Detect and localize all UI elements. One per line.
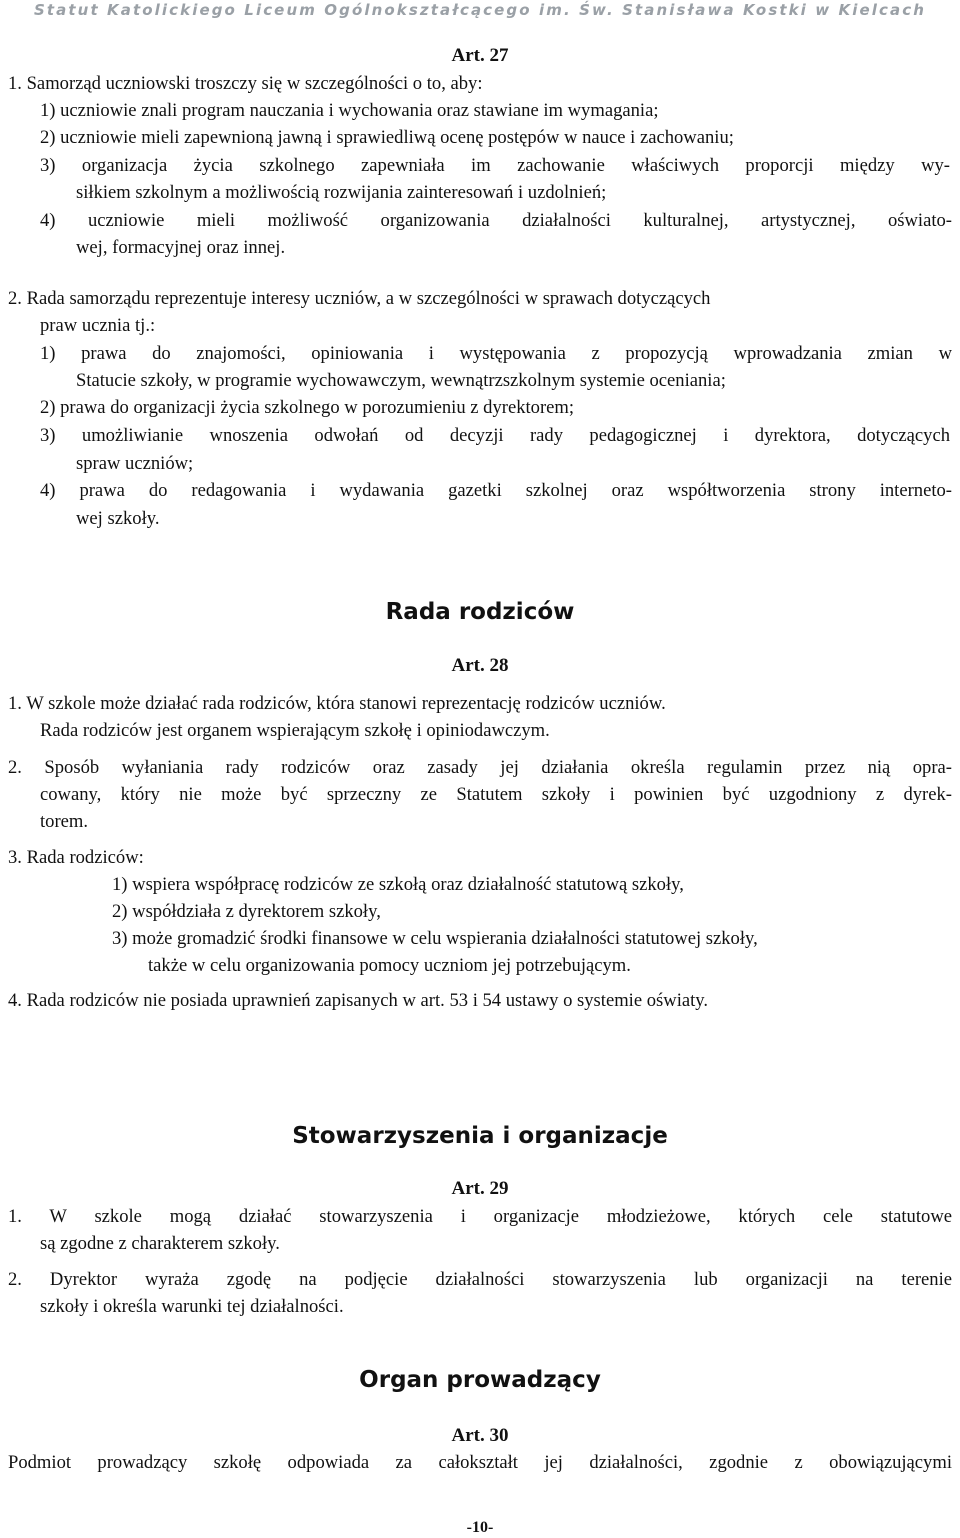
art28-line: Rada rodziców jest organem wspierającym szkołę i opiniodawczym. (40, 720, 550, 741)
art27-line: wej, formacyjnej oraz innej. (76, 237, 286, 258)
art28-line: także w celu organizowania pomocy uczniom jej potrzebującym. (148, 955, 631, 976)
art28-line: cowany, który nie może być sprzeczny ze Statutem szkoły i powinien być uzgodniony z dyrek- (40, 784, 952, 805)
section-heading-stowarzyszenia: Stowarzyszenia i organizacje (292, 1123, 668, 1149)
art27-line: 3) organizacja życia szkolnego zapewniała im zachowanie właściwych proporcji między wy- (40, 155, 950, 176)
art28-line: 1. W szkole może działać rada rodziców, która stanowi reprezentację rodziców uczniów. (8, 693, 666, 714)
article-27-title: Art. 27 (451, 45, 509, 66)
art27-line: 2. Rada samorządu reprezentuje interesy uczniów, a w szczególności w sprawach dotyczących (8, 288, 711, 309)
art29-line: szkoły i określa warunki tej działalności. (40, 1296, 344, 1317)
art27-line: 4) uczniowie mieli możliwość organizowania działalności kulturalnej, artystycznej, oświato- (40, 210, 952, 231)
art30-line: Podmiot prowadzący szkołę odpowiada za całokształt jej działalności, zgodnie z obowiązującymi (8, 1452, 952, 1473)
art28-line: 3) może gromadzić środki finansowe w celu wspierania działalności statutowej szkoły, (112, 928, 758, 949)
art28-line: 4. Rada rodziców nie posiada uprawnień zapisanych w art. 53 i 54 ustawy o systemie oświaty. (8, 990, 709, 1011)
art28-line: torem. (40, 811, 89, 832)
art27-line: 1) prawa do znajomości, opiniowania i występowania z propozycją wprowadzania zmian w (40, 343, 952, 364)
art27-line: wej szkoły. (76, 508, 160, 529)
art27-line: Statucie szkoły, w programie wychowawczym, wewnątrzszkolnym systemie oceniania; (76, 370, 726, 391)
art27-line: 2) prawa do organizacji życia szkolnego w porozumieniu z dyrektorem; (40, 397, 575, 418)
section-heading-rada-rodzicow: Rada rodziców (385, 599, 575, 625)
art27-line: 1. Samorząd uczniowski troszczy się w szczególności o to, aby: (8, 73, 483, 94)
art28-line: 1) wspiera współpracę rodziców ze szkołą oraz działalność statutową szkoły, (112, 874, 684, 895)
art29-line: 2. Dyrektor wyraża zgodę na podjęcie działalności stowarzyszenia lub organizacji na terenie (8, 1269, 952, 1290)
article-28-title: Art. 28 (451, 655, 509, 676)
running-header: Statut Katolickiego Liceum Ogólnokształcącego im. Św. Stanisława Kostki w Kielcach (34, 1, 926, 19)
art28-line: 2. Sposób wyłaniania rady rodziców oraz zasady jej działania określa regulamin przez nią opra- (8, 757, 952, 778)
art28-line: 2) współdziała z dyrektorem szkoły, (112, 901, 381, 922)
art28-line: 3. Rada rodziców: (8, 847, 144, 868)
page-number: -10- (466, 1519, 494, 1536)
art29-line: 1. W szkole mogą działać stowarzyszenia i organizacje młodzieżowe, których cele statutowe (8, 1206, 952, 1227)
art27-line: 1) uczniowie znali program nauczania i wychowania oraz stawiane im wymagania; (40, 100, 659, 121)
article-29-title: Art. 29 (451, 1178, 509, 1199)
article-30-title: Art. 30 (451, 1425, 509, 1446)
art27-line: 3) umożliwianie wnoszenia odwołań od decyzji rady pedagogicznej i dyrektora, dotyczących (40, 425, 950, 446)
art27-line: praw ucznia tj.: (40, 315, 156, 336)
art27-line: 4) prawa do redagowania i wydawania gazetki szkolnej oraz współtworzenia strony interneto- (40, 480, 952, 501)
art27-line: 2) uczniowie mieli zapewnioną jawną i sprawiedliwą ocenę postępów w nauce i zachowaniu; (40, 127, 734, 148)
art27-line: siłkiem szkolnym a możliwością rozwijania zainteresowań i uzdolnień; (76, 182, 607, 203)
art27-line: spraw uczniów; (76, 453, 194, 474)
art29-line: są zgodne z charakterem szkoły. (40, 1233, 280, 1254)
section-heading-organ-prowadzacy: Organ prowadzący (359, 1367, 601, 1393)
